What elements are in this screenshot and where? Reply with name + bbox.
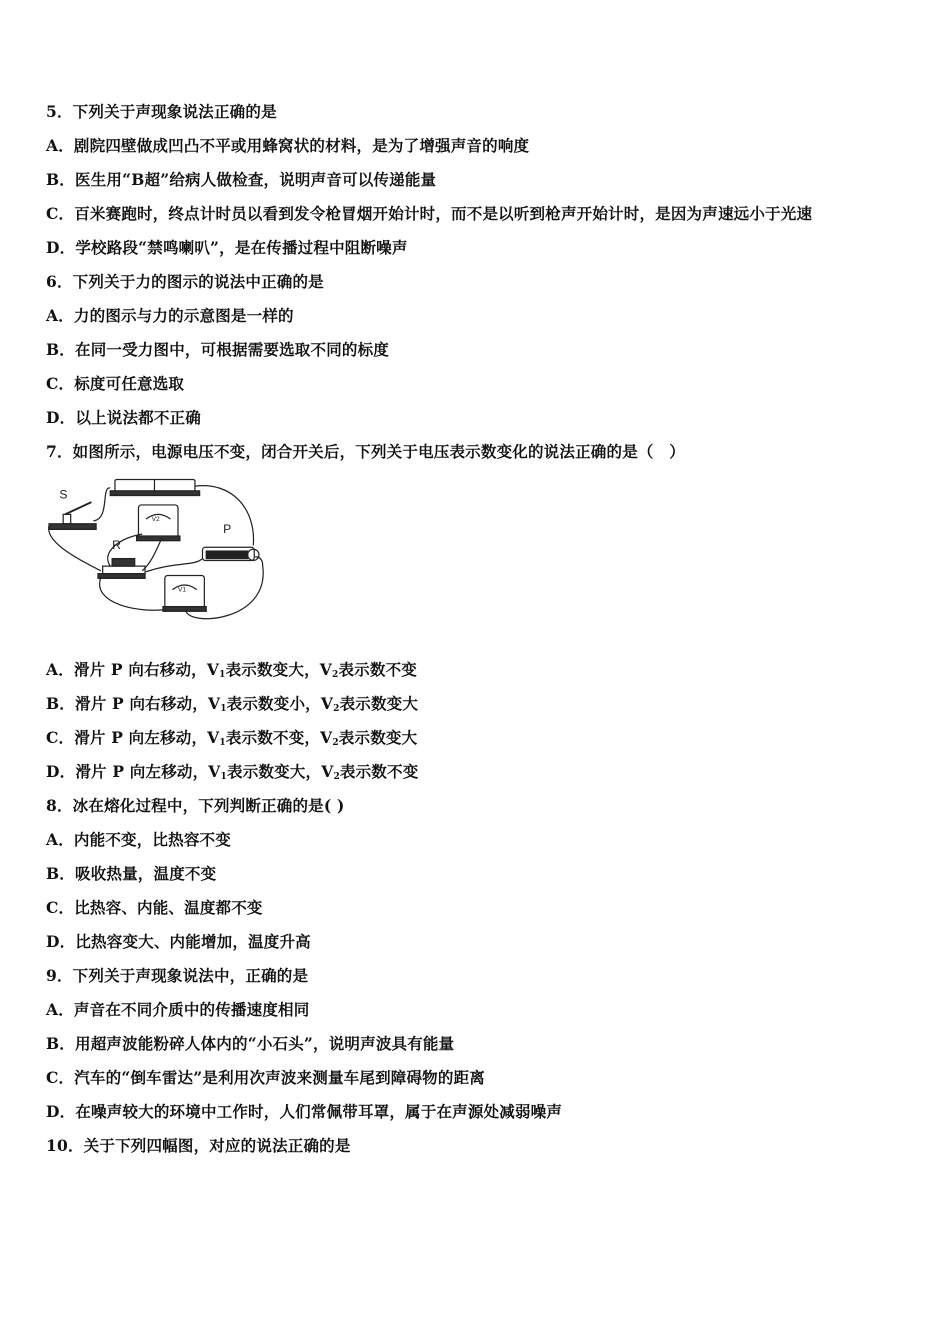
meter-top-label: V2 <box>151 515 160 523</box>
option: B．用超声波能粉碎人体内的“小石头”，说明声波具有能量 <box>46 1034 455 1053</box>
switch-icon <box>49 502 96 529</box>
question-stem: 8．冰在熔化过程中，下列判断正确的是( ) <box>46 796 345 815</box>
option: C．汽车的“倒车雷达”是利用次声波来测量车尾到障碍物的距离 <box>46 1068 485 1087</box>
option: B．吸收热量，温度不变 <box>46 864 217 883</box>
option: B．在同一受力图中，可根据需要选取不同的标度 <box>46 340 390 359</box>
option: A．滑片 P 向右移动，$V_1$表示数变大，$V_2$表示数不变 <box>46 660 417 680</box>
option: B．医生用“B超”给病人做检查，说明声音可以传递能量 <box>46 170 437 189</box>
option: A．力的图示与力的示意图是一样的 <box>46 306 294 325</box>
option: C．滑片 P 向左移动，$V_1$表示数不变，$V_2$表示数变大 <box>46 728 418 748</box>
question-stem: 6．下列关于力的图示的说法中正确的是 <box>46 272 324 291</box>
option: D．比热容变大、内能增加，温度升高 <box>46 932 311 951</box>
option: D．以上说法都不正确 <box>46 408 201 427</box>
slider-label: P <box>223 522 232 537</box>
option: A．剧院四壁做成凹凸不平或用蜂窝状的材料，是为了增强声音的响度 <box>46 136 530 155</box>
question-stem: 7．如图所示，电源电压不变，闭合开关后，下列关于电压表示数变化的说法正确的是（ ） <box>46 442 685 461</box>
question-stem: 10．关于下列四幅图，对应的说法正确的是 <box>46 1136 351 1155</box>
option: A．声音在不同介质中的传播速度相同 <box>46 1000 310 1019</box>
option: D．滑片 P 向左移动，$V_1$表示数变大，$V_2$表示数不变 <box>46 762 419 782</box>
question-stem: 5．下列关于声现象说法正确的是 <box>46 102 277 121</box>
resistor-icon <box>98 559 145 579</box>
circuit-diagram <box>42 472 282 632</box>
option: C．标度可任意选取 <box>46 374 185 393</box>
switch-label: S <box>59 487 68 502</box>
option: A．内能不变，比热容不变 <box>46 830 231 849</box>
option: D．在噪声较大的环境中工作时，人们常佩带耳罩，属于在声源处减弱噪声 <box>46 1102 563 1121</box>
option: C．百米赛跑时，终点计时员以看到发令枪冒烟开始计时，而不是以听到枪声开始计时，是因为声速远小于光速 <box>46 204 813 223</box>
rheostat-icon <box>202 547 258 560</box>
option: D．学校路段“禁鸣喇叭”，是在传播过程中阻断噪声 <box>46 238 408 257</box>
meter-bottom-label: V1 <box>178 586 187 594</box>
question-stem: 9．下列关于声现象说法中，正确的是 <box>46 966 309 985</box>
battery-icon <box>110 480 199 496</box>
option: B．滑片 P 向右移动，$V_1$表示数变小，$V_2$表示数变大 <box>46 694 419 714</box>
resistor-label: R <box>112 538 121 553</box>
option: C．比热容、内能、温度都不变 <box>46 898 263 917</box>
